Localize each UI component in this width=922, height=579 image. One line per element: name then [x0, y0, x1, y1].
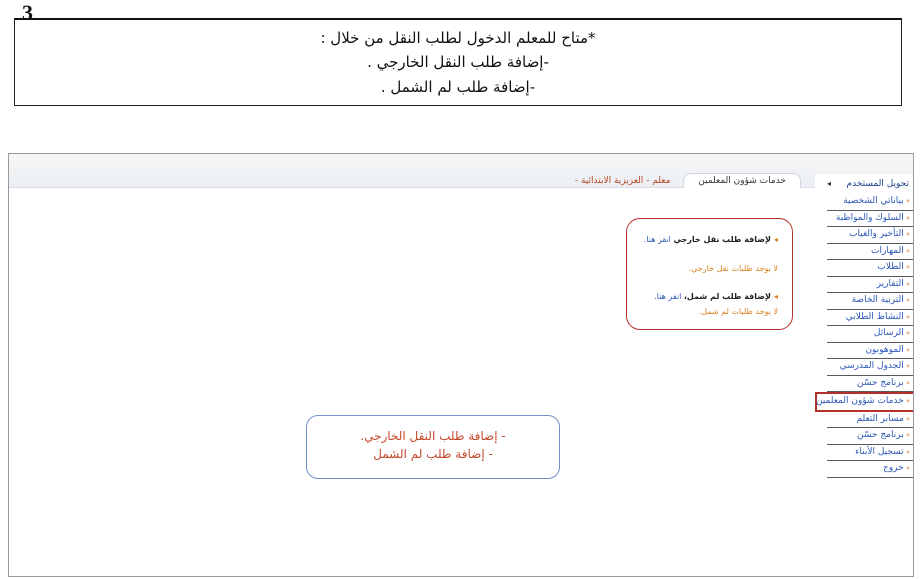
add-reunion-row	[654, 292, 778, 301]
bullet-icon: »	[905, 431, 910, 439]
sidebar-item[interactable]	[827, 244, 913, 261]
sidebar-item[interactable]	[827, 343, 913, 360]
slide-number: 3	[22, 0, 33, 25]
sidebar-item-label: برنامج حسّن	[857, 430, 904, 440]
no-reunion-requests: لا يوجد طلبات لم شمل.	[698, 307, 778, 316]
bullet-icon: »	[905, 312, 910, 321]
sidebar-item-label: مسابر التعلم	[856, 413, 904, 424]
sidebar-item-label: خدمات شؤون المعلمين	[815, 396, 904, 406]
instruction-line-2: -إضافة طلب النقل الخارجي .	[367, 53, 549, 71]
sidebar-item-label: بياناتي الشخصية	[843, 196, 904, 206]
sidebar-item-label: خروج	[883, 463, 904, 473]
bullet-icon: »	[905, 345, 910, 354]
sidebar-item[interactable]	[827, 260, 913, 277]
bullet-icon: »	[905, 464, 910, 472]
sidebar-item-label: التقارير	[876, 278, 904, 289]
sidebar-item[interactable]	[827, 359, 913, 376]
sidebar-item[interactable]	[827, 194, 913, 211]
sidebar-item[interactable]	[827, 277, 913, 294]
bullet-icon: »	[905, 329, 910, 337]
bullet-icon: »	[905, 230, 910, 238]
bullet-icon: »	[905, 213, 910, 222]
sidebar-item-label: السلوك والمواظبة	[835, 212, 904, 223]
sidebar-item[interactable]	[827, 445, 913, 462]
sidebar-head[interactable]	[815, 174, 913, 194]
sidebar-item[interactable]	[827, 293, 913, 310]
sidebar-item-label: النشاط الطلابي	[845, 311, 904, 322]
annotation-callout	[306, 415, 560, 479]
sidebar-item[interactable]	[827, 326, 913, 343]
sidebar-item[interactable]	[827, 227, 913, 244]
sidebar-item-label: الموهوبون	[865, 344, 904, 355]
arrow-bullet-icon: ◂	[773, 235, 778, 244]
sidebar-item-teacher-services[interactable]	[815, 392, 914, 412]
sidebar-item-label: تسجيل الأبناء	[855, 446, 904, 457]
arrow-bullet-icon: ◂	[773, 292, 778, 301]
tab-teacher-services[interactable]: خدمات شؤون المعلمين	[683, 173, 801, 188]
add-external-link[interactable]: انقر هنا.	[643, 235, 671, 244]
add-reunion-title: لإضافة طلب لم شمل،	[683, 292, 771, 301]
sidebar-item-label: الرسائل	[873, 328, 904, 338]
instruction-line-1: *متاح للمعلم الدخول لطلب النقل من خلال :	[320, 29, 596, 47]
sidebar-item[interactable]	[827, 310, 913, 327]
bullet-icon: »	[905, 447, 910, 456]
sidebar-item-label: الطلاب	[877, 262, 904, 272]
bullet-icon: »	[905, 414, 910, 423]
instruction-line-3: -إضافة طلب لم الشمل .	[380, 78, 536, 96]
sidebar-item[interactable]	[827, 428, 913, 445]
instruction-box	[14, 18, 902, 106]
bullet-icon: »	[905, 263, 910, 271]
bullet-icon: »	[905, 246, 910, 255]
switch-user-label: تحويل المستخدم	[846, 179, 909, 189]
sidebar-item-logout[interactable]	[827, 461, 913, 478]
add-external-title: لإضافة طلب نقل خارجي	[673, 235, 771, 244]
callout-line-2: - إضافة طلب لم الشمل	[373, 447, 493, 461]
bullet-icon: »	[905, 197, 910, 205]
sidebar-item[interactable]	[827, 412, 913, 429]
breadcrumb: معلم - العزيزية الابتدائية -	[574, 176, 671, 186]
bullet-icon: »	[905, 378, 910, 387]
add-external-row	[644, 235, 778, 244]
sidebar-item-label: التربية الخاصة	[851, 295, 904, 305]
bullet-icon: »	[905, 296, 910, 304]
add-reunion-link[interactable]: انقر هنا.	[654, 292, 682, 301]
sidebar-item-label: الجدول المدرسي	[839, 361, 904, 371]
sidebar-item-label: التأخير والغياب	[849, 229, 904, 239]
callout-line-1: - إضافة طلب النقل الخارجي.	[360, 429, 506, 443]
bullet-icon: »	[905, 279, 910, 288]
sidebar	[815, 174, 913, 576]
header-tabs	[575, 173, 801, 188]
caret-icon: ◂	[827, 179, 832, 188]
sidebar-item[interactable]	[827, 376, 913, 393]
sidebar-item-label: برنامج حسّن	[857, 377, 904, 388]
transfer-requests-panel	[626, 218, 793, 330]
bullet-icon: »	[905, 397, 910, 405]
sidebar-item[interactable]	[827, 211, 913, 228]
no-external-requests: لا يوجد طلبات نقل خارجي.	[688, 264, 778, 273]
bullet-icon: »	[905, 362, 910, 370]
sidebar-item-label: المهارات	[871, 245, 904, 256]
app-screenshot	[8, 153, 914, 577]
